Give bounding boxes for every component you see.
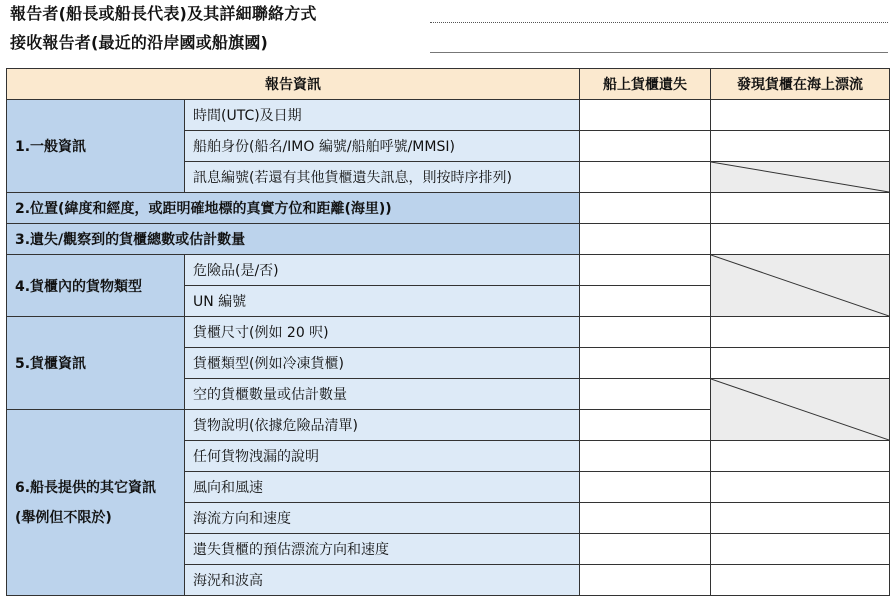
input-cell-drifting[interactable] (711, 472, 890, 503)
item-ship-identity: 船舶身份(船名/IMO 編號/船舶呼號/MMSI) (185, 131, 580, 162)
not-applicable-cell (711, 162, 890, 193)
section-container-count: 3.遺失/觀察到的貨櫃總數或估計數量 (7, 224, 580, 255)
table-row (7, 193, 890, 224)
input-cell-lost[interactable] (580, 162, 711, 193)
input-cell-lost[interactable] (580, 410, 711, 441)
item-cargo-description: 貨物說明(依據危險品清單) (185, 410, 580, 441)
item-time-date: 時間(UTC)及日期 (185, 100, 580, 131)
item-message-number: 訊息編號(若還有其他貨櫃遺失訊息，則按時序排列) (185, 162, 580, 193)
column-header-info: 報告資訊 (7, 69, 580, 100)
input-cell-lost[interactable] (580, 534, 711, 565)
input-cell-lost[interactable] (580, 348, 711, 379)
recipient-label: 接收報告者(最近的沿岸國或船旗國) (10, 33, 269, 52)
input-cell-drifting[interactable] (711, 131, 890, 162)
input-cell-lost[interactable] (580, 379, 711, 410)
section-other-info: 6.船長提供的其它資訊(舉例但不限於) (7, 410, 185, 596)
item-dangerous-goods: 危險品(是/否) (185, 255, 580, 286)
input-cell-lost[interactable] (580, 441, 711, 472)
input-cell-drifting[interactable] (711, 193, 890, 224)
input-cell-drifting[interactable] (711, 534, 890, 565)
input-cell-drifting[interactable] (711, 441, 890, 472)
table-row (7, 255, 890, 286)
reporter-label: 報告者(船長或船長代表)及其詳細聯絡方式 (10, 4, 317, 23)
input-cell-lost[interactable] (580, 100, 711, 131)
input-cell-lost[interactable] (580, 131, 711, 162)
table-row (7, 224, 890, 255)
not-applicable-cell (711, 255, 890, 317)
item-empty-containers: 空的貨櫃數量或估計數量 (185, 379, 580, 410)
section-general-info: 1.一般資訊 (7, 100, 185, 193)
table-header-row (7, 69, 890, 100)
input-cell-lost[interactable] (580, 224, 711, 255)
section-position: 2.位置(緯度和經度，或距明確地標的真實方位和距離(海里)) (7, 193, 580, 224)
input-cell-drifting[interactable] (711, 503, 890, 534)
input-cell-drifting[interactable] (711, 224, 890, 255)
input-cell-drifting[interactable] (711, 565, 890, 596)
input-cell-lost[interactable] (580, 565, 711, 596)
section-container-info: 5.貨櫃資訊 (7, 317, 185, 410)
column-header-found-drifting: 發現貨櫃在海上漂流 (711, 69, 890, 100)
item-container-type: 貨櫃類型(例如冷凍貨櫃) (185, 348, 580, 379)
item-un-number: UN 編號 (185, 286, 580, 317)
input-cell-drifting[interactable] (711, 100, 890, 131)
reporter-fill-line (430, 22, 888, 23)
item-sea-state: 海況和波高 (185, 565, 580, 596)
table-row (7, 317, 890, 348)
item-container-size: 貨櫃尺寸(例如 20 呎) (185, 317, 580, 348)
input-cell-lost[interactable] (580, 286, 711, 317)
recipient-fill-line (430, 52, 888, 53)
item-wind: 風向和風速 (185, 472, 580, 503)
column-header-lost-onboard: 船上貨櫃遺失 (580, 69, 711, 100)
input-cell-drifting[interactable] (711, 317, 890, 348)
input-cell-lost[interactable] (580, 472, 711, 503)
item-cargo-leak: 任何貨物洩漏的說明 (185, 441, 580, 472)
item-drift-estimate: 遺失貨櫃的預估漂流方向和速度 (185, 534, 580, 565)
input-cell-lost[interactable] (580, 193, 711, 224)
table-row (7, 100, 890, 131)
not-applicable-cell (711, 379, 890, 441)
input-cell-lost[interactable] (580, 317, 711, 348)
item-current: 海流方向和速度 (185, 503, 580, 534)
report-table (6, 68, 890, 596)
input-cell-lost[interactable] (580, 503, 711, 534)
section-cargo-type: 4.貨櫃內的貨物類型 (7, 255, 185, 317)
input-cell-lost[interactable] (580, 255, 711, 286)
input-cell-drifting[interactable] (711, 348, 890, 379)
